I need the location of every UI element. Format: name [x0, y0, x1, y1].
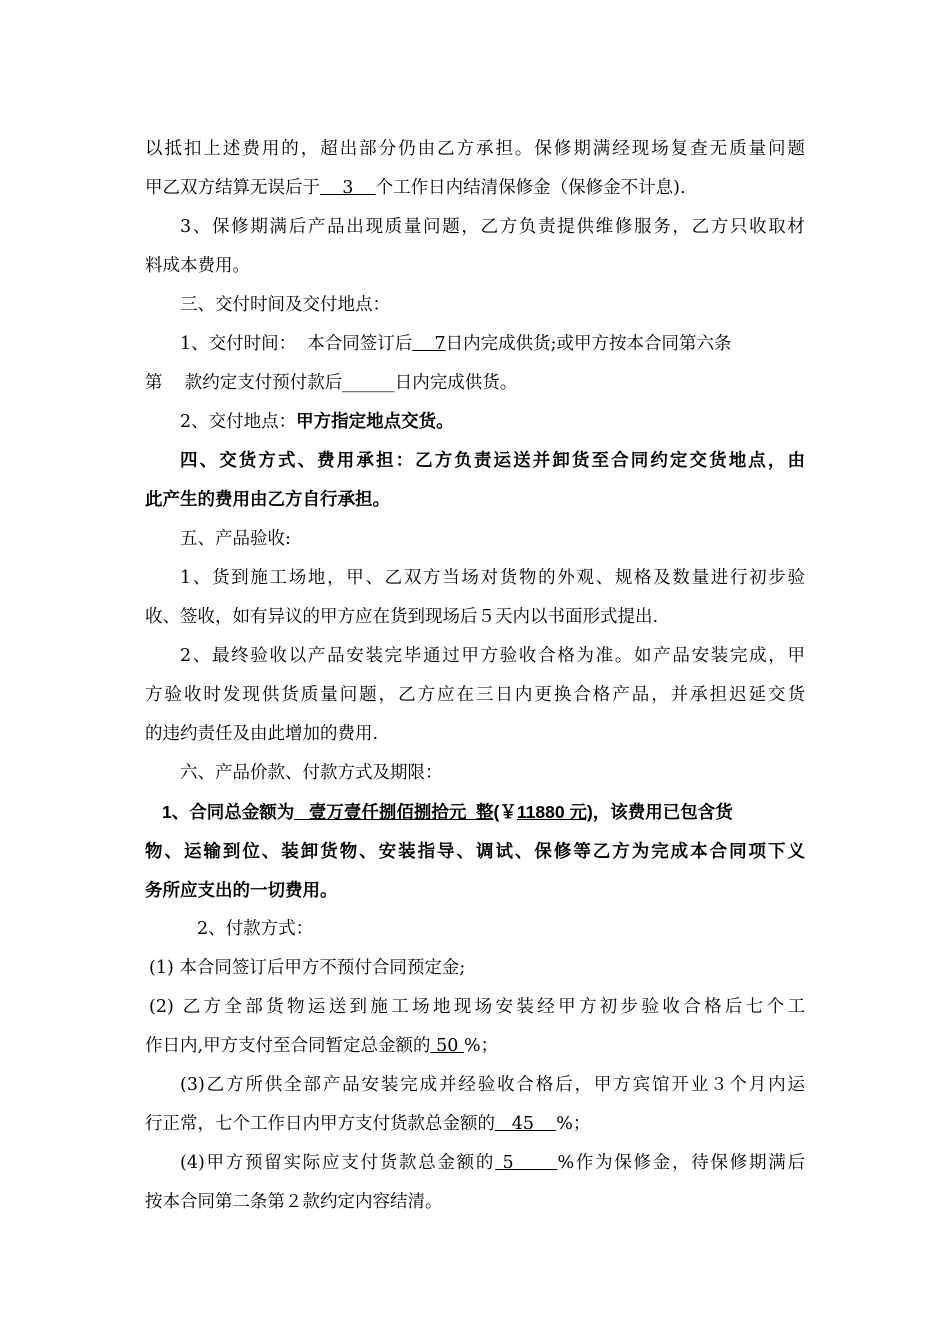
text-run: 2、最终验收以产品安装完毕通过甲方验收合格为准。如产品安装完成，甲	[180, 646, 805, 666]
text-run: (￥	[493, 802, 517, 822]
text-line	[145, 215, 805, 239]
text-run: 2、交付地点：	[180, 412, 297, 432]
text-line	[145, 488, 805, 512]
text-line	[145, 371, 805, 395]
text-run: (2) 乙方全部货物运送到施工场地现场安装经甲方初步验收合格后七个工	[149, 997, 805, 1017]
text-line	[145, 878, 805, 902]
text-line	[145, 956, 805, 980]
sub-heading	[145, 917, 805, 941]
section-heading	[145, 761, 805, 785]
text-run: %；	[463, 1036, 499, 1056]
section-heading	[145, 293, 805, 317]
text-run: 第 款约定支付预付款后	[145, 373, 343, 393]
text-run: 收、签收，如有异议的甲方应在货到现场后５天内以书面形式提出.	[145, 607, 659, 627]
fill-in-percent: 45	[495, 1114, 557, 1134]
text-run: 1、交付时间： 本合同签订后	[180, 334, 413, 354]
text-run: 六、产品价款、付款方式及期限：	[180, 763, 443, 783]
currency-unit: 元)	[564, 802, 593, 822]
amount-in-words: 壹万壹仟捌佰捌拾元 整	[294, 802, 494, 822]
fill-in-blank: ______	[342, 373, 395, 393]
amount-in-figures: 11880	[516, 802, 565, 822]
text-run: 日内完成供货。	[394, 373, 518, 393]
text-run: 方验收时发现供货质量问题，乙方应在三日内更换合格产品，并承担迟延交货	[145, 685, 805, 705]
text-run: 物、运输到位、装卸货物、安装指导、调试、保修等乙方为完成本合同项下义	[145, 841, 805, 861]
text-line	[145, 254, 805, 278]
text-run: 行正常，七个工作日内甲方支付货款总金额的	[145, 1114, 495, 1134]
text-line	[145, 1112, 805, 1136]
text-run: 2、付款方式：	[197, 919, 314, 939]
text-run: 三、交付时间及交付地点：	[180, 295, 390, 315]
text-run: ，该费用已包含货	[592, 802, 733, 822]
text-line	[145, 332, 805, 356]
text-run: (4)甲方预留实际应支付货款总金额的	[180, 1153, 496, 1173]
text-line	[145, 995, 805, 1019]
text-line	[145, 683, 805, 707]
text-line	[145, 1034, 805, 1058]
text-run: (3)乙方所供全部产品安装完成并经验收合格后，甲方宾馆开业３个月内运	[180, 1075, 805, 1095]
text-run: 的违约责任及由此增加的费用.	[145, 724, 379, 744]
fill-in-days: 3	[320, 178, 376, 198]
text-run: 四、交货方式、费用承担：乙方负责运送并卸货至合同约定交货地点，由	[180, 451, 805, 471]
text-run: %；	[556, 1114, 591, 1134]
section-heading	[145, 449, 805, 473]
text-line	[145, 1073, 805, 1097]
text-line	[145, 605, 805, 629]
text-run: 甲乙双方结算无误后于	[145, 178, 320, 198]
text-run: %作为保修金，待保修期满后	[557, 1153, 805, 1173]
text-run: 务所应支出的一切费用。	[145, 880, 338, 900]
total-amount-line	[145, 800, 805, 824]
section-heading	[145, 527, 805, 551]
text-line	[145, 1151, 805, 1175]
text-run: 五、产品验收:	[180, 529, 291, 549]
text-line	[145, 839, 805, 863]
text-run: 作日内,甲方支付至合同暂定总金额的	[145, 1036, 431, 1056]
text-run: 日内完成供货;或甲方按本合同第六条	[445, 334, 732, 354]
text-line	[145, 566, 805, 590]
text-run: 按本合同第二条第２款约定内容结清。	[145, 1192, 443, 1212]
text-run: 料成本费用。	[145, 256, 250, 276]
text-line	[145, 410, 805, 434]
fill-in-percent: 5	[495, 1153, 558, 1173]
text-run: 此产生的费用由乙方自行承担。	[145, 490, 390, 510]
text-run: 1、货到施工场地，甲、乙双方当场对货物的外观、规格及数量进行初步验	[180, 568, 805, 588]
text-line	[145, 176, 805, 200]
text-run: 1、合同总金额为	[162, 802, 295, 822]
text-line	[145, 722, 805, 746]
text-run: 3、保修期满后产品出现质量问题，乙方负责提供维修服务，乙方只收取材	[180, 217, 805, 237]
delivery-location: 甲方指定地点交货。	[296, 412, 454, 432]
text-line	[145, 644, 805, 668]
fill-in-days: 7	[412, 334, 446, 354]
text-run: 个工作日内结清保修金（保修金不计息).	[375, 178, 686, 198]
fill-in-percent: 50	[430, 1036, 464, 1056]
text-run: 以抵扣上述费用的，超出部分仍由乙方承担。保修期满经现场复查无质量问题	[145, 139, 805, 159]
text-line	[145, 137, 805, 161]
text-line	[145, 1190, 805, 1214]
text-run: (1) 本合同签订后	[149, 958, 285, 978]
text-run: 甲方不预付合同预定金;	[284, 958, 466, 978]
